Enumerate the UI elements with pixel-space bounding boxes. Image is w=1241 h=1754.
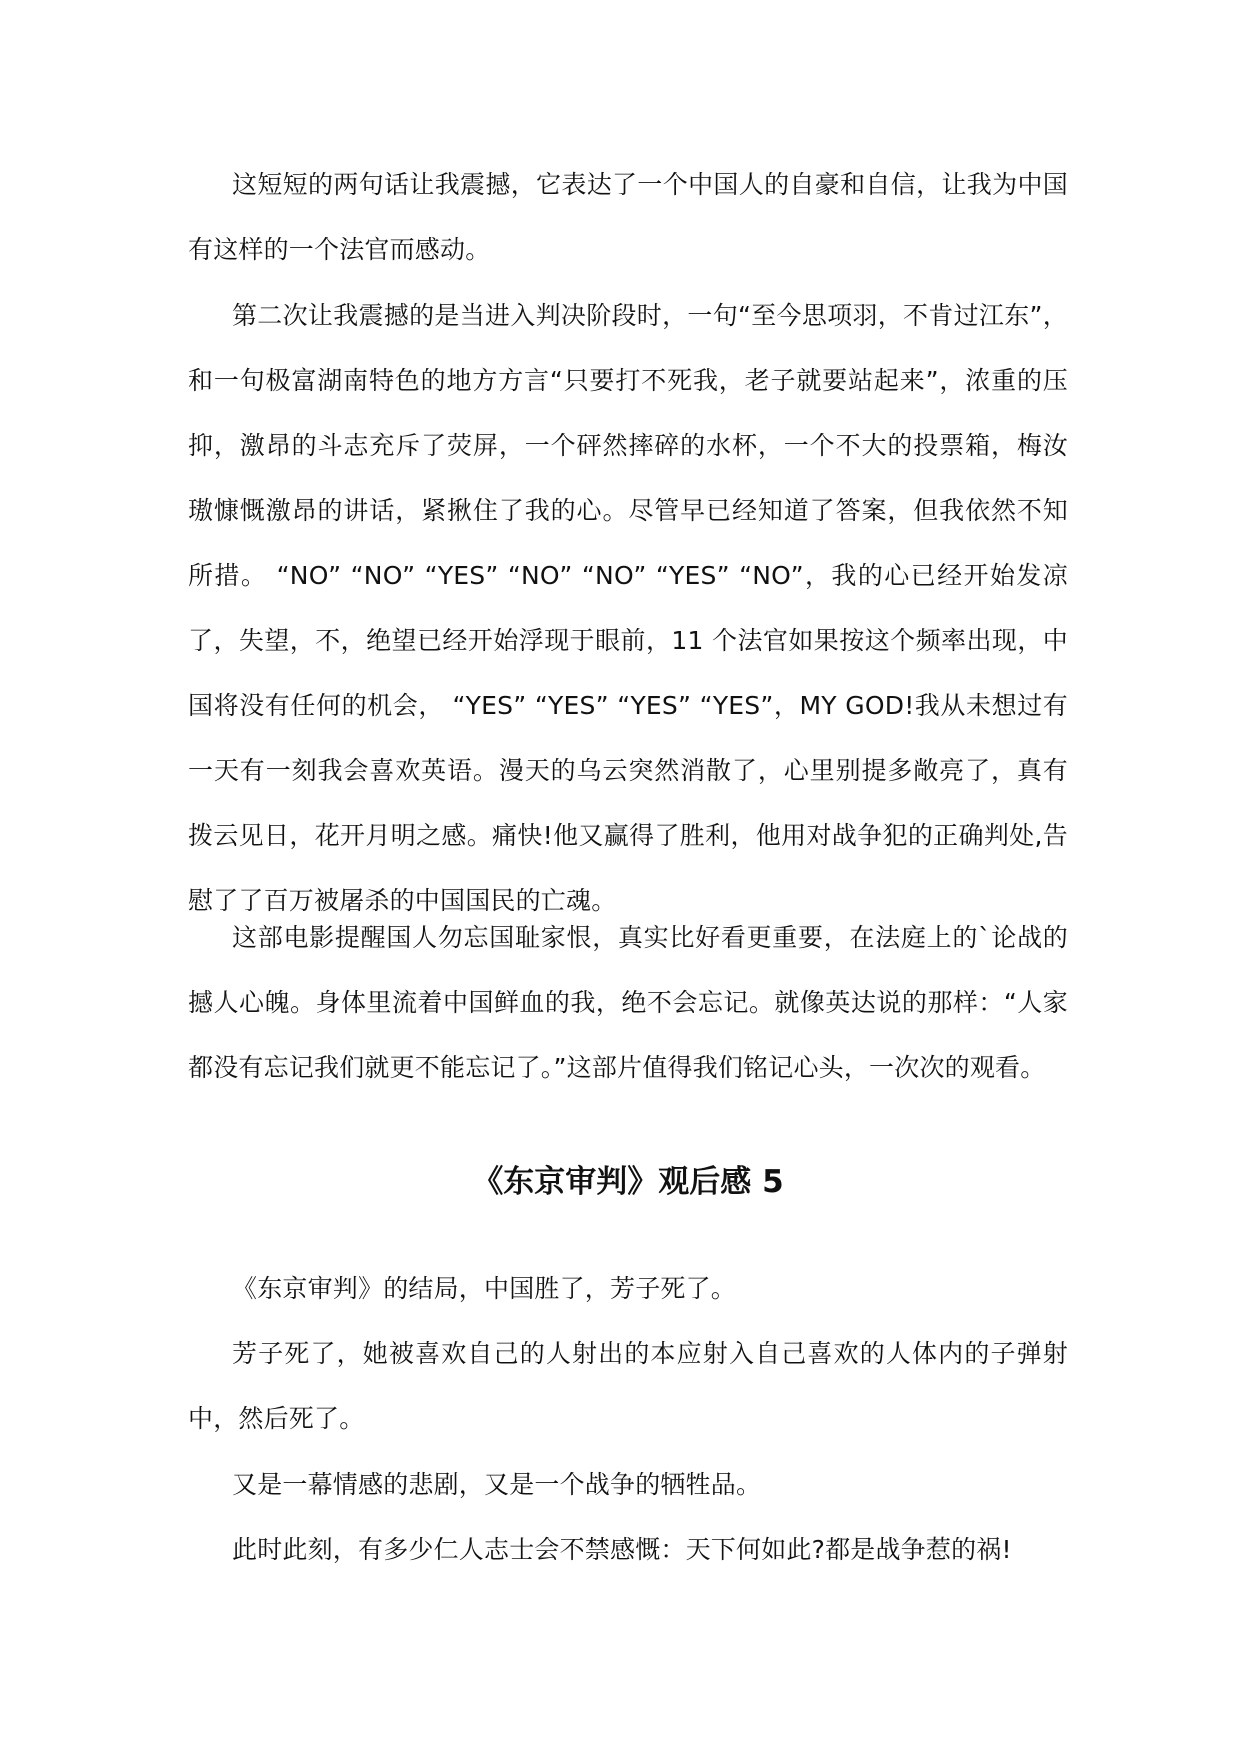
body-paragraph: 第二次让我震撼的是当进入判决阶段时，一句“至今思项羽，不肯过江东”，和一句极富湖南特色的地方方言“只要打不死我，老子就要站起来”，浓重的压抑，激昂的斗志充斥了荧屏，一个砰然摔碎的水杯，一个不大的投票箱，梅汝璈慷慨激昂的讲话，紧揪住了我的心。尽管早已经知道了答案，但我依然不知所措。 “NO” “NO” “YES” “NO” “NO” “YES” “NO”，我的心已经开始发凉了，失望，不，绝望已经开始浮现于眼前，11 个法官如果按这个频率出现，中国将没有任何的机会， “YES” “YES” “YES” “YES”，MY GOD!我从未想过有一天有一刻我会喜欢英语。漫天的乌云突然消散了，心里别提多敞亮了，真有拨云见日，花开月明之感。痛快!他又赢得了胜利，他用对战争犯的正确判处,告慰了了百万被屠杀的中国国民的亡魂。 bbox=[188, 301, 1068, 915]
body-paragraph: 又是一幕情感的悲剧，又是一个战争的牺牲品。 bbox=[232, 1470, 762, 1499]
section-title: 《东京审判》观后感 5 bbox=[472, 1164, 784, 1200]
body-paragraph: 《东京审判》的结局，中国胜了，芳子死了。 bbox=[232, 1274, 737, 1303]
body-paragraph: 这部电影提醒国人勿忘国耻家恨，真实比好看更重要，在法庭上的`论战的撼人心魄。身体里流着中国鲜血的我，绝不会忘记。就像英达说的那样：“人家都没有忘记我们就更不能忘记了。”这部片值得我们铭记心头，一次次的观看。 bbox=[188, 923, 1068, 1082]
body-paragraph: 此时此刻，有多少仁人志士会不禁感慨：天下何如此?都是战争惹的祸! bbox=[232, 1535, 1012, 1564]
body-paragraph: 这短短的两句话让我震撼，它表达了一个中国人的自豪和自信，让我为中国有这样的一个法官而感动。 bbox=[188, 170, 1068, 264]
body-paragraph: 芳子死了，她被喜欢自己的人射出的本应射入自己喜欢的人体内的子弹射中，然后死了。 bbox=[188, 1339, 1068, 1433]
